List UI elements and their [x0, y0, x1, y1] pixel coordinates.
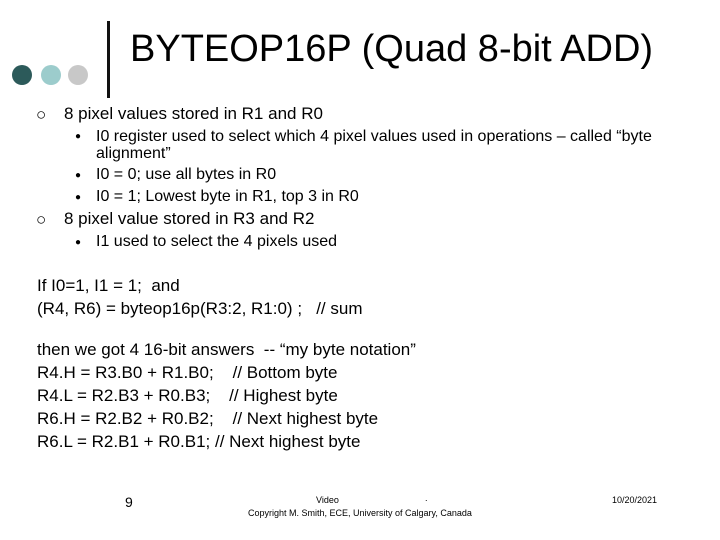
ring-bullet-icon: ○: [36, 105, 47, 124]
body-line: then we got 4 16-bit answers -- “my byte notation”: [37, 340, 416, 359]
dot-bullet-icon: ●: [75, 170, 82, 181]
dot-bullet-icon: ●: [75, 131, 82, 142]
bullet-text: 8 pixel value stored in R3 and R2: [64, 209, 315, 228]
page-number: 9: [125, 494, 133, 510]
sub-bullet-text: I0 register used to select which 4 pixel values used in operations – called “byte alignment”: [96, 128, 652, 162]
page-title: BYTEOP16P (Quad 8-bit ADD): [130, 28, 654, 70]
body-line: (R4, R6) = byteop16p(R3:2, R1:0) ; // sum: [37, 299, 363, 318]
body-line: R6.L = R2.B1 + R0.B1; // Next highest byte: [37, 432, 361, 451]
sub-bullet-text: I0 = 1; Lowest byte in R1, top 3 in R0: [96, 188, 359, 205]
body-line: R6.H = R2.B2 + R0.B2; // Next highest byte: [37, 409, 379, 428]
dot-bullet-icon: ●: [75, 192, 82, 203]
dark-dot: [12, 65, 32, 85]
title-divider: [107, 21, 110, 98]
footer-copyright: Copyright M. Smith, ECE, University of Calgary, Canada: [248, 508, 472, 518]
gray-dot: [68, 65, 88, 85]
ring-bullet-icon: ○: [36, 210, 47, 229]
sub-bullet-text: I0 = 0; use all bytes in R0: [96, 166, 277, 183]
teal-dot: [41, 65, 61, 85]
dot-bullet-icon: ●: [75, 237, 82, 248]
body-line: R4.H = R3.B0 + R1.B0; // Bottom byte: [37, 363, 338, 382]
footer-dot: .: [425, 493, 428, 503]
footer-video: Video: [316, 495, 339, 505]
body-line: If I0=1, I1 = 1; and: [37, 276, 180, 295]
body-line: R4.L = R2.B3 + R0.B3; // Highest byte: [37, 386, 338, 405]
sub-bullet-text: I1 used to select the 4 pixels used: [96, 233, 338, 250]
bullet-text: 8 pixel values stored in R1 and R0: [64, 104, 323, 123]
footer-date: 10/20/2021: [612, 495, 658, 505]
